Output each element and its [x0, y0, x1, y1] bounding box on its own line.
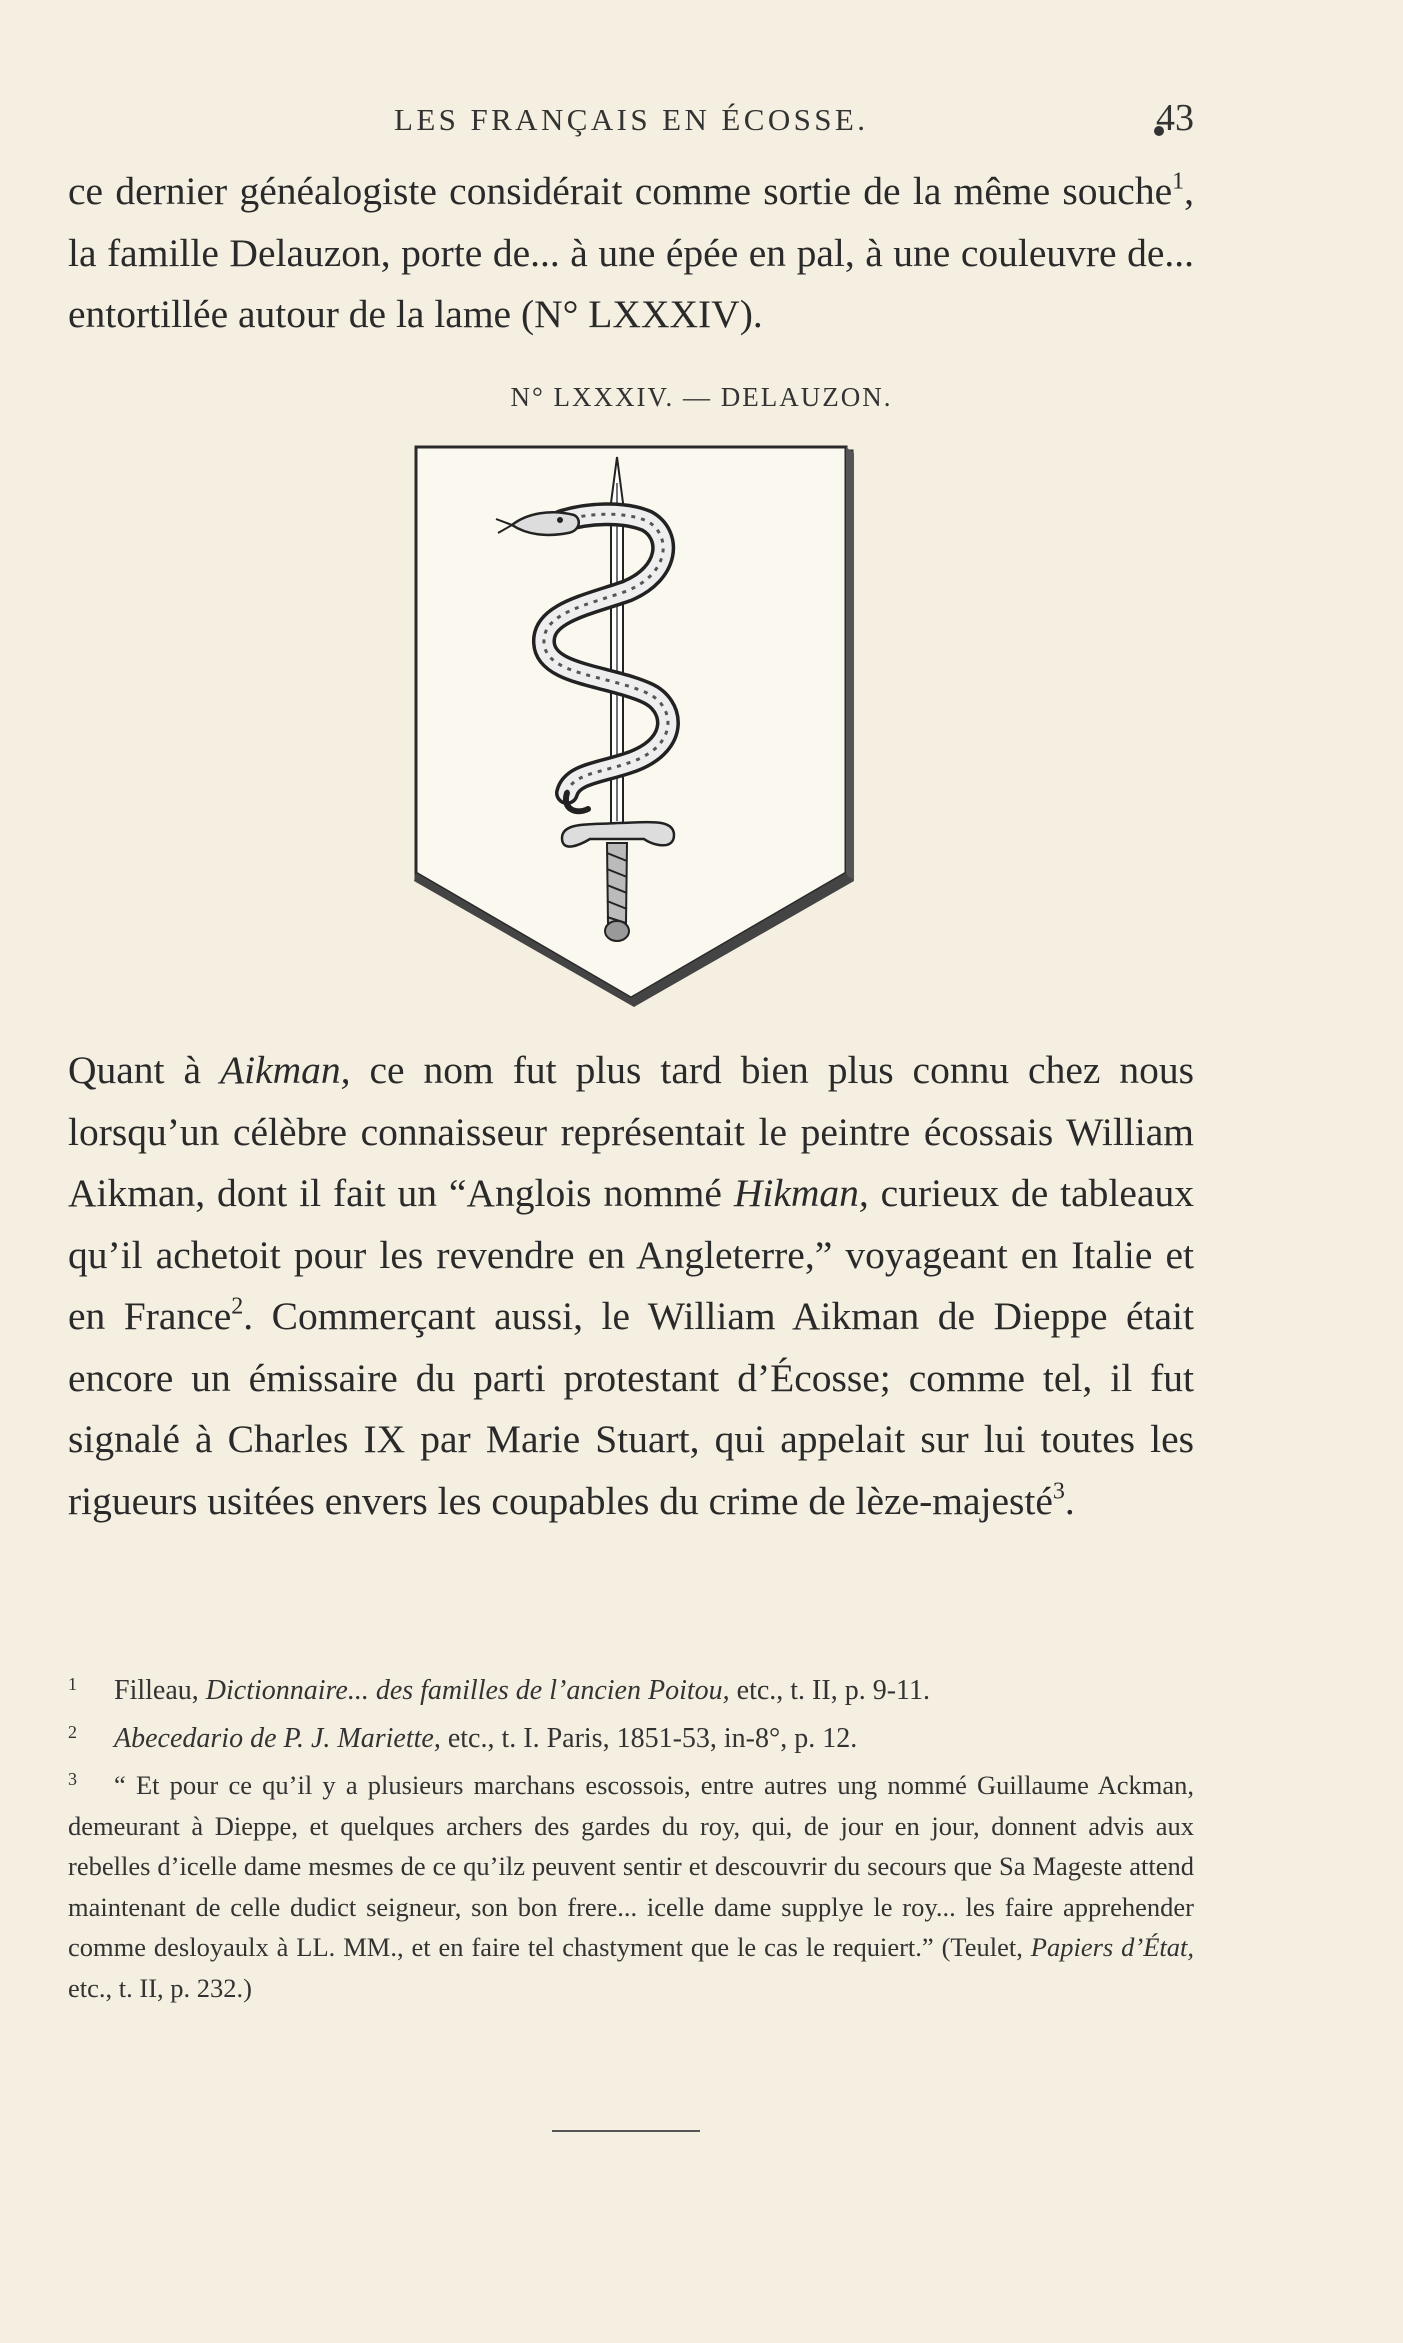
footnote-1-title: Dictionnaire... des familles de l’ancien Poitou,	[205, 1675, 730, 1706]
footnote-2-number: 2	[68, 1721, 77, 1742]
coat-of-arms-shield-icon	[412, 443, 858, 1009]
footnote-1	[68, 1664, 1194, 1712]
footnote-3-text-b: etc., t. II, p. 232.)	[68, 1972, 252, 2003]
footnote-1-number: 1	[68, 1674, 77, 1694]
page-number: 43	[1156, 97, 1194, 139]
footnote-3	[68, 1759, 1194, 2008]
serpent-eye	[557, 517, 563, 523]
shield-right-shadow	[846, 447, 854, 881]
footnote-3-text-a: “ Et pour ce qu’il y a plusieurs marchans escossois, entre autres ung nommé Guillaume Ackman, demeurant à Dieppe, et quelques archers des gardes du roy, qui, de jour en jour, donnent advis aux rebelles d’icelle dame mesmes de ce qu’ilz peuvent sentir et descouvrir du secours que Sa Mageste attend maintenant de celle dudict seigneur, son bon frere... icelle dame supplye le roy... les faire apprehender comme desloyaulx à LL. MM., et en faire tel chastyment que le cas le requiert.” (Teulet,	[68, 1770, 1194, 1962]
footnote-3-title: Papiers d’État,	[1030, 1932, 1194, 1962]
footnote-ref-3: 3	[1052, 1477, 1065, 1504]
footnote-1-text-a: Filleau,	[114, 1675, 206, 1706]
end-rule	[552, 2130, 700, 2132]
footnote-2-text-b: etc., t. I. Paris, 1851-53, in-8°, p. 12.	[440, 1722, 858, 1754]
intro-seg-1: ce dernier généalogiste considérait comme sortie de la même souche	[68, 169, 1173, 213]
footnote-ref-2: 2	[231, 1293, 244, 1320]
body-seg-4: . Commerçant aussi, le William Aikman de Dieppe était encore un émissaire du parti protestant d’Écosse; comme tel, il fut signalé à Charles IX par Marie Stuart, qui appelait sur lui toutes les rigueurs usitées envers les coupables du crime de lèze-majesté	[68, 1294, 1195, 1523]
body-seg-5: .	[1064, 1478, 1075, 1523]
main-paragraph	[68, 1040, 1194, 1532]
body-name-aikman: Aikman,	[220, 1048, 351, 1092]
figure-caption: N° LXXXIV. — DELAUZON.	[510, 382, 893, 412]
footnote-2	[68, 1712, 1194, 1760]
sword-pommel	[605, 921, 629, 941]
body-seg-3: curieux de tableaux qu’il achetoit pour les revendre en Angleterre,” voyageant en Italie et en France	[68, 1171, 1194, 1338]
intro-paragraph	[68, 161, 1194, 346]
footnote-3-number: 3	[68, 1769, 77, 1789]
main-text	[68, 1040, 1194, 1532]
body-seg-2: ce nom fut plus tard bien plus connu chez nous lorsqu’un célèbre connaisseur représentait le peintre écossais William Aikman, dont il fait un “Anglois nommé	[68, 1048, 1194, 1215]
running-title: LES FRANÇAIS EN ÉCOSSE.	[394, 102, 869, 137]
intro-seg-2: , la famille Delauzon, porte de... à une épée en pal, à une couleuvre de... entortillée autour de la lame (N° LXXXIV).	[68, 169, 1194, 336]
running-head	[68, 96, 1194, 144]
intro-text	[68, 161, 1194, 346]
body-name-hikman: Hikman,	[733, 1171, 869, 1215]
footnote-ref-1: 1	[1172, 168, 1185, 195]
footnotes	[68, 1664, 1194, 2008]
footnote-1-text-b: etc., t. II, p. 9-11.	[729, 1675, 930, 1706]
body-seg-1: Quant à	[68, 1048, 220, 1092]
footnote-2-title: Abecedario de P. J. Mariette,	[114, 1722, 441, 1754]
